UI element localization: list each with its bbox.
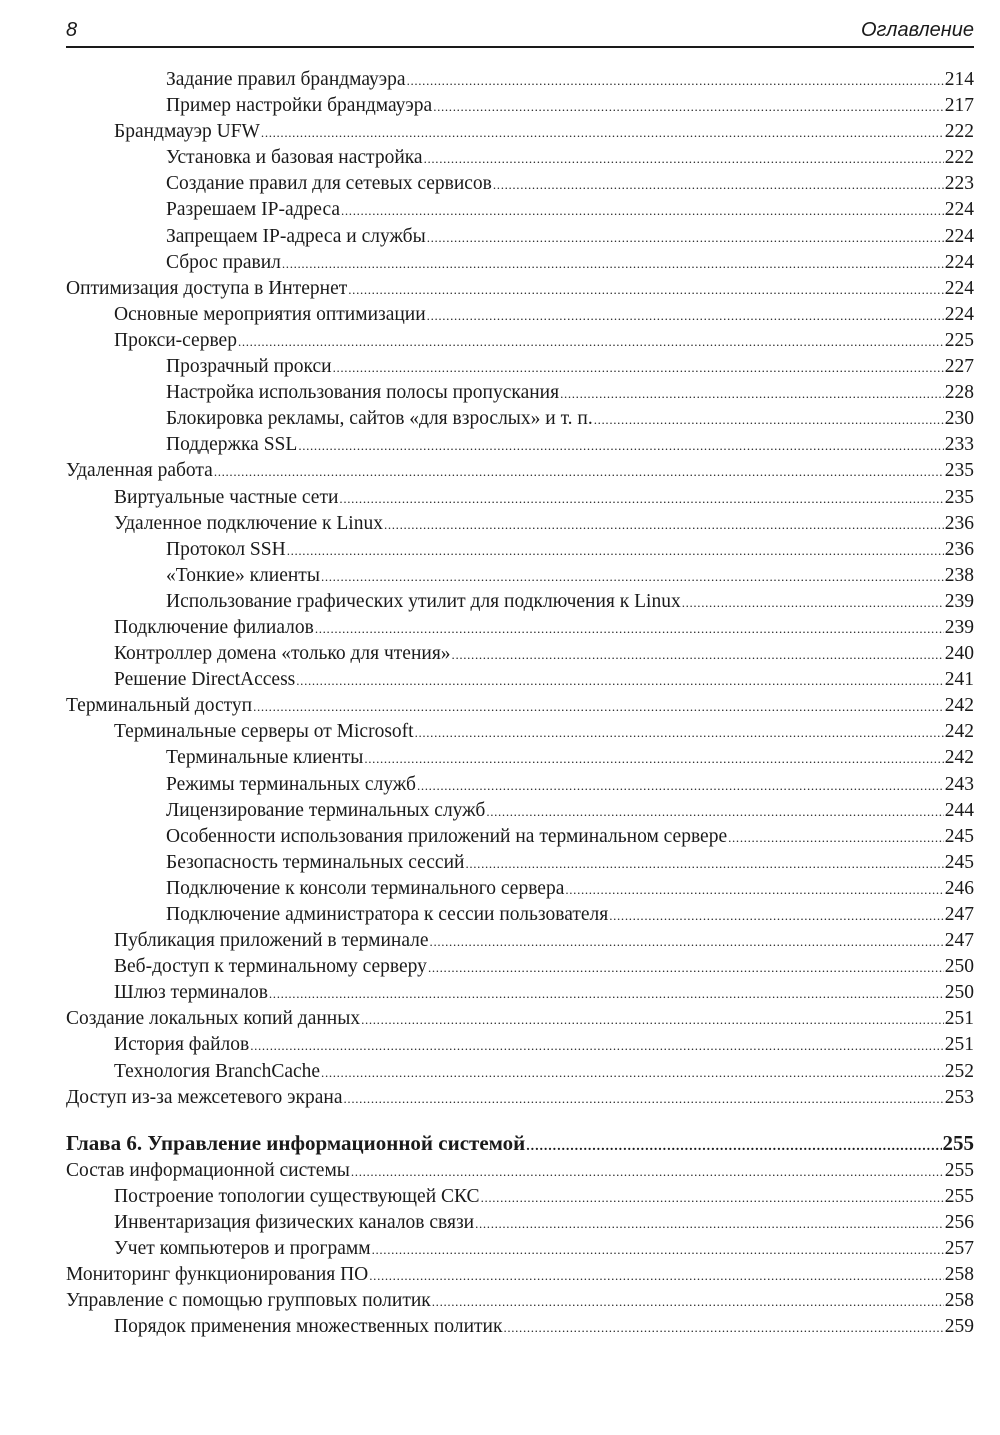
toc-entry[interactable] (66, 902, 974, 928)
toc-entry[interactable] (66, 119, 974, 145)
toc-entry[interactable] (66, 1236, 974, 1262)
dot-leader (351, 1158, 944, 1184)
toc-entry-page: 250 (944, 956, 974, 978)
toc-entry[interactable] (66, 328, 974, 354)
dot-leader (269, 980, 944, 1006)
dot-leader (372, 1236, 944, 1262)
toc-entry[interactable] (66, 511, 974, 537)
toc-entry-page: 242 (944, 721, 974, 743)
toc-entry-page: 255 (944, 1185, 974, 1207)
dot-leader (493, 171, 944, 197)
toc-entry[interactable] (66, 589, 974, 615)
dot-leader (452, 641, 944, 667)
page-header (66, 14, 974, 48)
toc-entry-title: Терминальный доступ (66, 695, 253, 717)
toc-entry-title: Прокси-сервер (114, 329, 237, 351)
dot-leader (364, 745, 943, 771)
toc-entry[interactable] (66, 1032, 974, 1058)
toc-entry[interactable] (66, 1314, 974, 1340)
toc-entry-title: Запрещаем IP-адреса и службы (166, 225, 426, 247)
toc-entry-page: 227 (944, 356, 974, 378)
toc-entry-title: Состав информационной системы (66, 1159, 350, 1181)
toc-entry[interactable] (66, 1262, 974, 1288)
toc-entry-title: Блокировка рекламы, сайтов «для взрослых» и т. п. (166, 408, 593, 430)
toc-entry[interactable] (66, 485, 974, 511)
toc-entry-page: 224 (944, 225, 974, 247)
running-title: Оглавление (860, 19, 974, 41)
dot-leader (287, 537, 944, 563)
toc-entry[interactable] (66, 354, 974, 380)
toc-entry-title: «Тонкие» клиенты (166, 564, 320, 586)
dot-leader (333, 354, 944, 380)
toc-entry-page: 250 (944, 982, 974, 1004)
toc-entry-title: История файлов (114, 1034, 250, 1056)
toc-entry-title: Пример настройки брандмауэра (166, 95, 433, 117)
dot-leader (433, 93, 944, 119)
toc-entry[interactable] (66, 406, 974, 432)
toc-entry[interactable] (66, 1006, 974, 1032)
dot-leader (369, 1262, 943, 1288)
toc-entry-page: 235 (944, 460, 974, 482)
toc-entry-title: Безопасность терминальных сессий (166, 851, 465, 873)
toc-entry-title: Поддержка SSL (166, 434, 298, 456)
toc-entry-title: Удаленное подключение к Linux (114, 512, 383, 534)
toc-entry[interactable] (66, 980, 974, 1006)
toc-entry-title: Создание правил для сетевых сервисов (166, 173, 492, 195)
toc-entry-title: Лицензирование терминальных служб (166, 799, 486, 821)
toc-entry-title: Основные мероприятия оптимизации (114, 303, 426, 325)
toc-entry-title: Задание правил брандмауэра (166, 69, 406, 90)
toc-entry-title: Подключение к консоли терминального сервера (166, 877, 565, 899)
toc-entry-page: 224 (944, 251, 974, 273)
dot-leader (465, 850, 943, 876)
toc-entry[interactable] (66, 380, 974, 406)
dot-leader (344, 1085, 944, 1111)
toc-entry-page: 239 (944, 616, 974, 638)
dot-leader (424, 145, 944, 171)
toc-entry-page: 242 (944, 747, 974, 769)
toc-entry-page: 257 (944, 1238, 974, 1260)
dot-leader (407, 67, 944, 93)
toc-chapter-entry[interactable] (66, 1128, 974, 1158)
dot-leader (321, 1059, 944, 1085)
toc-entry-title: Создание локальных копий данных (66, 1008, 361, 1030)
toc-entry-title: Использование графических утилит для подключения к Linux (166, 590, 681, 612)
dot-leader (341, 197, 944, 223)
dot-leader (339, 485, 943, 511)
dot-leader (503, 1314, 943, 1340)
dot-leader (296, 667, 943, 693)
dot-leader (475, 1210, 944, 1236)
dot-leader (432, 1288, 944, 1314)
toc-entry[interactable] (66, 458, 974, 484)
toc-entry-page: 244 (944, 799, 974, 821)
toc-entry-title: Мониторинг функционирования ПО (66, 1264, 369, 1286)
toc-entry-page: 247 (944, 904, 974, 925)
toc-entry[interactable] (66, 876, 974, 902)
toc-entry-title: Разрешаем IP-адреса (166, 199, 340, 221)
toc-entry-title: Протокол SSH (166, 538, 286, 560)
dot-leader (417, 772, 944, 798)
toc-entry-page: 245 (944, 851, 974, 873)
toc-entry-page: 258 (944, 1264, 974, 1286)
toc-entry-title: Глава 6. Управление информационной системой (66, 1130, 526, 1155)
dot-leader (298, 432, 943, 458)
toc-entry-page: 239 (944, 590, 974, 612)
toc-entry-title: Веб-доступ к терминальному серверу (114, 956, 427, 978)
toc-entry-title: Брандмауэр UFW (114, 121, 260, 143)
toc-entry[interactable] (66, 250, 974, 276)
dot-leader (565, 876, 943, 902)
toc-entry[interactable] (66, 1210, 974, 1236)
toc-entry-page: 246 (944, 877, 974, 899)
dot-leader (214, 458, 944, 484)
dot-leader (560, 380, 944, 406)
toc-entry[interactable] (66, 850, 974, 876)
toc-entry[interactable] (66, 1158, 974, 1184)
toc-entry-title: Учет компьютеров и программ (114, 1238, 371, 1260)
toc-entry[interactable] (66, 276, 974, 302)
toc-entry[interactable] (66, 563, 974, 589)
toc-entry-page: 241 (944, 669, 974, 691)
dot-leader (728, 824, 944, 850)
toc-entry[interactable] (66, 145, 974, 171)
toc-entry[interactable] (66, 1184, 974, 1210)
toc-entry-page: 255 (944, 1159, 974, 1181)
dot-leader (282, 250, 944, 276)
toc-entry-page: 238 (944, 564, 974, 586)
dot-leader (261, 119, 944, 145)
toc-entry[interactable] (66, 693, 974, 719)
toc-entry-page: 217 (944, 95, 974, 117)
toc-entry-page: 243 (944, 773, 974, 795)
dot-leader (486, 798, 943, 824)
toc-entry-title: Оптимизация доступа в Интернет (66, 277, 348, 299)
toc-entry[interactable] (66, 615, 974, 641)
dot-leader (348, 276, 943, 302)
toc-entry[interactable] (66, 302, 974, 328)
toc-entry-page: 224 (944, 277, 974, 299)
dot-leader (526, 1128, 941, 1158)
dot-leader (238, 328, 944, 354)
toc-entry-title: Порядок применения множественных политик (114, 1316, 503, 1338)
toc-entry-page: 256 (944, 1211, 974, 1233)
toc-entry-page: 236 (944, 538, 974, 560)
toc-entry[interactable] (66, 171, 974, 197)
page-number: 8 (66, 19, 78, 41)
toc-entry-title: Особенности использования приложений на терминальном сервере (166, 825, 728, 847)
toc-entry-title: Управление с помощью групповых политик (66, 1290, 431, 1312)
dot-leader (384, 511, 944, 537)
toc-entry-page: 223 (944, 173, 974, 195)
toc-entry-title: Терминальные клиенты (166, 747, 364, 769)
dot-leader (321, 563, 944, 589)
toc-entry-page: 228 (944, 382, 974, 404)
toc-entry-page: 247 (944, 930, 974, 952)
toc-entry-page: 255 (942, 1130, 974, 1155)
toc-entry-page: 258 (944, 1290, 974, 1312)
dot-leader (250, 1032, 944, 1058)
toc-entry[interactable] (66, 928, 974, 954)
toc-entry[interactable] (66, 745, 974, 771)
toc-entry-title: Контроллер домена «только для чтения» (114, 643, 451, 665)
dot-leader (315, 615, 944, 641)
toc-entry[interactable] (66, 432, 974, 458)
toc-entry-page: 236 (944, 512, 974, 534)
dot-leader (594, 406, 944, 432)
toc-entry-title: Технология BranchCache (114, 1060, 321, 1082)
toc-entry-page: 224 (944, 303, 974, 325)
dot-leader (682, 589, 944, 615)
toc-entry-title: Сброс правил (166, 251, 281, 273)
dot-leader (430, 928, 944, 954)
toc-entry[interactable] (66, 798, 974, 824)
toc-entry[interactable] (66, 224, 974, 250)
dot-leader (253, 693, 944, 719)
toc-entry-page: 224 (944, 199, 974, 221)
toc-entry-page: 240 (944, 643, 974, 665)
toc-entry-title: Доступ из-за межсетевого экрана (66, 1086, 343, 1108)
toc-entry-title: Удаленная работа (66, 460, 213, 482)
toc-entry-page: 251 (944, 1008, 974, 1030)
toc-entry-title: Терминальные серверы от Microsoft (114, 721, 414, 743)
toc-entry-title: Шлюз терминалов (114, 982, 268, 1004)
toc-entry-page: 245 (944, 825, 974, 847)
toc-entry[interactable] (66, 1085, 974, 1111)
toc-entry[interactable] (66, 197, 974, 223)
toc-entry[interactable] (66, 772, 974, 798)
toc-entry-page: 230 (944, 408, 974, 430)
toc-entry-page: 253 (944, 1086, 974, 1108)
toc-entry-page: 233 (944, 434, 974, 456)
toc-entry-page: 259 (944, 1316, 974, 1338)
toc-entry-page: 225 (944, 329, 974, 351)
toc-entry[interactable] (66, 1288, 974, 1314)
toc-entry[interactable] (66, 641, 974, 667)
toc-entry-title: Виртуальные частные сети (114, 486, 339, 508)
dot-leader (609, 902, 944, 928)
table-of-contents (66, 67, 974, 1340)
toc-entry-title: Построение топологии существующей СКС (114, 1185, 480, 1207)
toc-entry-page: 242 (944, 695, 974, 717)
toc-entry-page: 251 (944, 1034, 974, 1056)
toc-entry[interactable] (66, 1059, 974, 1085)
toc-entry-title: Прозрачный прокси (166, 356, 332, 378)
toc-entry-title: Настройка использования полосы пропускания (166, 382, 560, 404)
toc-entry[interactable] (66, 667, 974, 693)
toc-entry-title: Установка и базовая настройка (166, 147, 423, 169)
toc-entry-title: Режимы терминальных служб (166, 773, 416, 795)
toc-entry-page: 252 (944, 1060, 974, 1082)
toc-entry[interactable] (66, 93, 974, 119)
toc-entry-page: 214 (944, 69, 974, 90)
toc-entry-page: 235 (944, 486, 974, 508)
toc-entry-title: Решение DirectAccess (114, 669, 296, 691)
dot-leader (415, 719, 944, 745)
toc-entry[interactable] (66, 954, 974, 980)
toc-entry[interactable] (66, 67, 974, 93)
dot-leader (361, 1006, 944, 1032)
dot-leader (427, 302, 944, 328)
dot-leader (427, 224, 944, 250)
toc-entry[interactable] (66, 719, 974, 745)
toc-entry[interactable] (66, 824, 974, 850)
toc-entry[interactable] (66, 537, 974, 563)
toc-entry-title: Инвентаризация физических каналов связи (114, 1211, 475, 1233)
dot-leader (481, 1184, 944, 1210)
toc-entry-page: 222 (944, 121, 974, 143)
dot-leader (428, 954, 944, 980)
toc-entry-title: Подключение филиалов (114, 616, 314, 638)
toc-entry-title: Публикация приложений в терминале (114, 930, 429, 952)
toc-entry-page: 222 (944, 147, 974, 169)
toc-entry-title: Подключение администратора к сессии пользователя (166, 904, 609, 925)
